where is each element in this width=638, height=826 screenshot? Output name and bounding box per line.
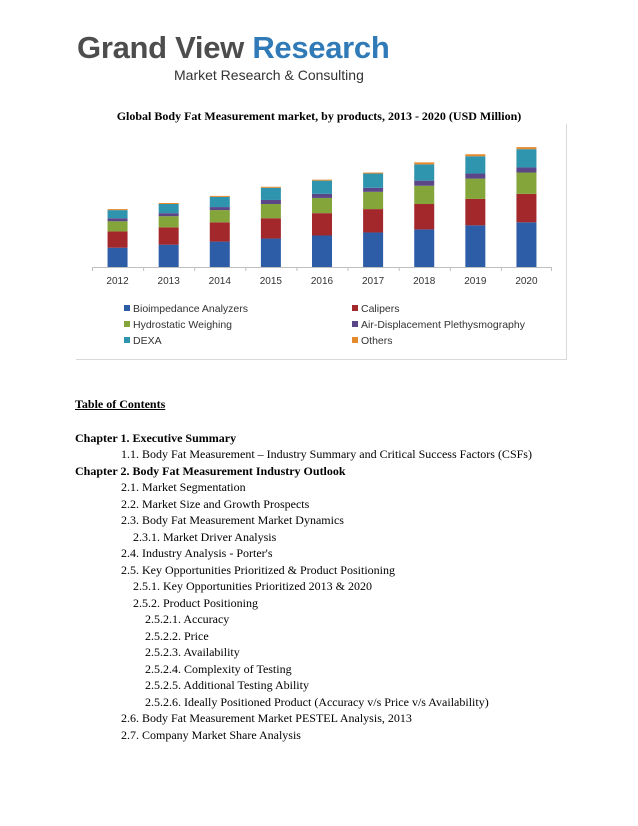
toc-chapter: Chapter 1. Executive Summary bbox=[75, 430, 237, 445]
toc-entry: 2.5.2.2. Price bbox=[145, 628, 209, 643]
toc-entry: 2.5.2.1. Accuracy bbox=[145, 612, 230, 626]
x-tick-label: 2016 bbox=[310, 276, 334, 287]
x-tick-label: 2014 bbox=[208, 276, 231, 287]
legend-swatch-series-0 bbox=[124, 305, 130, 311]
bar-segment-2016-series-0 bbox=[312, 236, 332, 267]
bar-segment-2014-series-2 bbox=[210, 210, 230, 222]
bar-segment-2012-series-5 bbox=[108, 209, 128, 210]
toc-entry: 2.1. Market Segmentation bbox=[121, 480, 246, 494]
logo-wordmark-grand-view: Grand View bbox=[77, 30, 253, 65]
bar-segment-2016-series-4 bbox=[312, 181, 332, 194]
chart-title: Global Body Fat Measurement market, by products, 2013 - 2020 (USD Million) bbox=[116, 109, 522, 123]
bar-segment-2019-series-5 bbox=[465, 154, 485, 156]
bar-segment-2015-series-2 bbox=[261, 204, 281, 218]
bar-segment-2017-series-5 bbox=[363, 173, 383, 174]
toc-entry: 2.2. Market Size and Growth Prospects bbox=[121, 496, 310, 511]
legend-label: Calipers bbox=[361, 303, 400, 315]
bar-segment-2017-series-2 bbox=[363, 192, 383, 209]
toc-entry: 2.5.2.3. Availability bbox=[145, 645, 240, 659]
bar-segment-2015-series-5 bbox=[261, 187, 281, 188]
bar-segment-2012-series-3 bbox=[108, 218, 128, 221]
toc-list bbox=[75, 430, 615, 744]
bar-segment-2018-series-2 bbox=[414, 186, 434, 204]
toc-entry: 2.5.2. Product Positioning bbox=[133, 595, 259, 610]
bar-segment-2012-series-0 bbox=[108, 248, 128, 267]
bar-segment-2012-series-4 bbox=[108, 210, 128, 218]
bar-segment-2020-series-2 bbox=[516, 173, 536, 194]
bar-segment-2013-series-3 bbox=[159, 213, 179, 216]
x-tick-label: 2019 bbox=[464, 276, 487, 287]
logo-wordmark bbox=[77, 30, 390, 66]
legend-label: Hydrostatic Weighing bbox=[133, 319, 233, 331]
bar-segment-2018-series-3 bbox=[414, 181, 434, 186]
chart-frame bbox=[76, 124, 567, 360]
bar-segment-2019-series-2 bbox=[465, 179, 485, 199]
x-tick-label: 2012 bbox=[106, 276, 129, 287]
bar-segment-2018-series-4 bbox=[414, 164, 434, 180]
toc-entry: 2.5.2.6. Ideally Positioned Product (Accuracy v/s Price v/s Availability) bbox=[145, 694, 489, 709]
bar-segment-2016-series-2 bbox=[312, 198, 332, 213]
toc-entry: 2.3.1. Market Driver Analysis bbox=[133, 529, 277, 544]
bar-segment-2015-series-4 bbox=[261, 188, 281, 200]
bar-segment-2015-series-3 bbox=[261, 200, 281, 204]
bar-segment-2013-series-1 bbox=[159, 227, 179, 244]
legend-label: Others bbox=[361, 335, 393, 347]
toc-chapter: Chapter 2. Body Fat Measurement Industry Outlook bbox=[75, 463, 346, 478]
toc-entry: 1.1. Body Fat Measurement – Industry Summary and Critical Success Factors (CSFs) bbox=[121, 447, 532, 461]
legend-label: Bioimpedance Analyzers bbox=[133, 303, 248, 315]
toc-entry: 2.6. Body Fat Measurement Market PESTEL Analysis, 2013 bbox=[121, 711, 412, 725]
toc-entry: 2.3. Body Fat Measurement Market Dynamics bbox=[121, 513, 344, 527]
x-tick-label: 2015 bbox=[259, 276, 283, 287]
bar-segment-2017-series-3 bbox=[363, 188, 383, 192]
bar-segment-2017-series-0 bbox=[363, 232, 383, 267]
bar-segment-2016-series-1 bbox=[312, 213, 332, 235]
bar-segment-2019-series-4 bbox=[465, 156, 485, 173]
bar-segment-2018-series-0 bbox=[414, 229, 434, 267]
legend-label: DEXA bbox=[133, 335, 162, 347]
bar-segment-2015-series-1 bbox=[261, 218, 281, 238]
bar-segment-2014-series-3 bbox=[210, 207, 230, 210]
bar-segment-2020-series-0 bbox=[516, 222, 536, 267]
toc-entry: 2.5.1. Key Opportunities Prioritized 2013 & 2020 bbox=[133, 579, 372, 593]
logo-tagline: Market Research & Consulting bbox=[174, 67, 364, 83]
bar-segment-2013-series-0 bbox=[159, 245, 179, 267]
x-tick-label: 2020 bbox=[515, 276, 538, 287]
bar-segment-2013-series-4 bbox=[159, 204, 179, 213]
legend-label: Air-Displacement Plethysmography bbox=[361, 319, 525, 331]
bar-segment-2014-series-1 bbox=[210, 222, 230, 241]
bar-segment-2019-series-1 bbox=[465, 199, 485, 225]
bar-segment-2013-series-5 bbox=[159, 203, 179, 204]
toc-entry: 2.4. Industry Analysis - Porter's bbox=[121, 546, 273, 560]
legend-swatch-series-5 bbox=[352, 337, 358, 343]
bar-segment-2016-series-3 bbox=[312, 194, 332, 198]
bar-segment-2019-series-3 bbox=[465, 174, 485, 179]
bar-segment-2014-series-4 bbox=[210, 197, 230, 207]
bar-segment-2012-series-1 bbox=[108, 231, 128, 247]
bar-segment-2019-series-0 bbox=[465, 225, 485, 267]
legend-swatch-series-1 bbox=[352, 305, 358, 311]
toc-entry: 2.5.2.4. Complexity of Testing bbox=[145, 661, 292, 676]
toc-heading: Table of Contents bbox=[75, 397, 166, 411]
table-of-contents bbox=[75, 396, 615, 743]
legend-swatch-series-4 bbox=[124, 337, 130, 343]
toc-entry: 2.7. Company Market Share Analysis bbox=[121, 727, 301, 742]
bar-segment-2018-series-1 bbox=[414, 204, 434, 229]
x-tick-label: 2017 bbox=[361, 276, 385, 287]
bar-segment-2020-series-5 bbox=[516, 147, 536, 149]
bar-segment-2020-series-4 bbox=[516, 149, 536, 167]
bar-segment-2015-series-0 bbox=[261, 239, 281, 267]
bar-segment-2014-series-0 bbox=[210, 242, 230, 267]
bar-segment-2017-series-1 bbox=[363, 209, 383, 232]
stacked-bar-chart bbox=[76, 124, 567, 360]
bar-segment-2012-series-2 bbox=[108, 221, 128, 231]
bar-segment-2017-series-4 bbox=[363, 174, 383, 188]
legend-swatch-series-2 bbox=[124, 321, 130, 327]
bar-segment-2014-series-5 bbox=[210, 196, 230, 197]
bar-segment-2013-series-2 bbox=[159, 216, 179, 227]
bar-segment-2016-series-5 bbox=[312, 180, 332, 181]
logo-wordmark-research: Research bbox=[252, 30, 390, 65]
x-tick-label: 2018 bbox=[413, 276, 436, 287]
toc-entry: 2.5. Key Opportunities Prioritized & Product Positioning bbox=[121, 562, 395, 577]
bar-segment-2020-series-1 bbox=[516, 194, 536, 222]
x-tick-label: 2013 bbox=[157, 276, 180, 287]
company-logo bbox=[77, 30, 390, 83]
bar-segment-2018-series-5 bbox=[414, 162, 434, 164]
bar-segment-2020-series-3 bbox=[516, 167, 536, 172]
toc-entry: 2.5.2.5. Additional Testing Ability bbox=[145, 678, 309, 692]
legend-swatch-series-3 bbox=[352, 321, 358, 327]
